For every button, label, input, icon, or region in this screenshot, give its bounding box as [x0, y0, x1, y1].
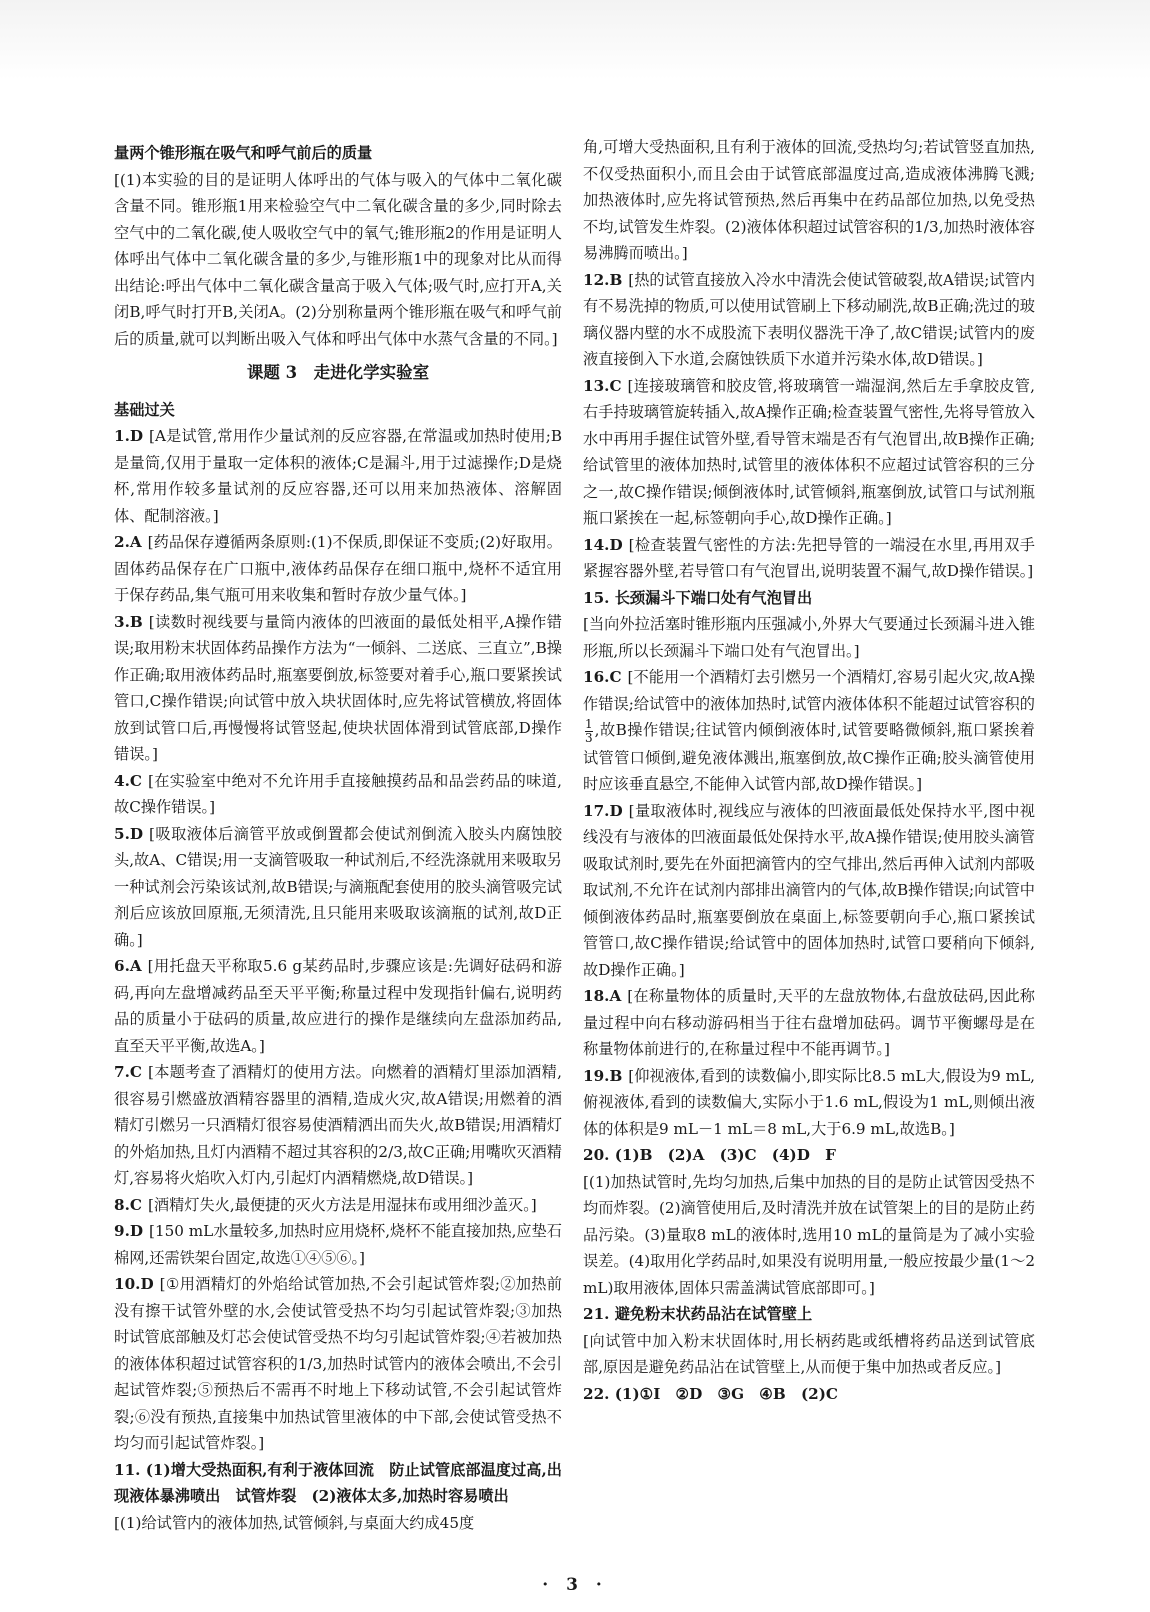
question-item: [583, 983, 1035, 1063]
right-question-list-b: [583, 798, 1035, 1143]
question-answer: D: [129, 1222, 144, 1240]
question-item: [114, 1192, 562, 1219]
question-answer: C: [609, 376, 622, 395]
question-answer: C: [129, 771, 142, 790]
question-11-explanation-continued: 角,可增大受热面积,且有利于液体的回流,受热均匀;若试管竖直加热,不仅受热面积小,而且会由于试管底部温度过高,造成液体沸腾飞溅;加热液体时,应先将试管预热,然后再集中在药品部位加热,以免受热不均,试管发生炸裂。(2)液体体积超过试管容积的1/3,加热时液体容易沸腾而喷出。]: [583, 138, 1035, 262]
question-explanation: [吸取液体后滴管平放或倒置都会使试剂倒流入胶头内腐蚀胶头,故A、C错误;用一支滴管吸取一种试剂后,不经洗涤就用来吸取另一种试剂会污染该试剂,故B错误;与滴瓶配套使用的胶头滴管吸完试剂后应该放回原瓶,无须清洗,且只能用来吸取该滴瓶的试剂,故D正确。]: [114, 824, 562, 949]
question-22-answer: 22. (1)①I ②D ③G ④B (2)C: [583, 1384, 838, 1403]
question-explanation: [用托盘天平称取5.6 g某药品时,步骤应该是:先调好砝码和游码,再向左盘增减药品至天平平衡;称量过程中发现指针偏右,说明药品的质量小于砝码的质量,故应进行的操作是继续向左盘添加药品,直至天平平衡,故选A。]: [114, 957, 562, 1055]
fraction-numerator: 1: [585, 716, 593, 731]
question-11-explanation-start: [(1)给试管内的液体加热,试管倾斜,与桌面大约成45度: [114, 1513, 475, 1532]
question-item: [583, 798, 1035, 984]
question-item: [114, 423, 562, 529]
question-explanation-b: ,故B操作错误;往试管内倾倒液体时,试管要略微倾斜,瓶口紧挨着试管管口倾倒,避免液体溅出,瓶塞倒放,故C操作正确;胶头滴管使用时应该垂直悬空,不能伸入试管内部,故D操作错误。]: [583, 721, 1035, 793]
question-answer: B: [609, 1066, 623, 1085]
question-explanation: [检查装置气密性的方法:先把导管的一端浸在水里,再用双手紧握容器外壁,若导管口有气泡冒出,说明装置不漏气,故D操作错误。]: [583, 535, 1035, 580]
question-number: 10.: [114, 1275, 141, 1293]
question-answer: B: [609, 270, 623, 289]
question-number: 3.: [114, 612, 130, 631]
right-question-list-a: [583, 267, 1035, 585]
question-explanation: [150 mL水量较多,加热时应用烧杯,烧杯不能直接加热,应垫石棉网,还需铁架台固定,故选①④⑤⑥。]: [114, 1222, 562, 1267]
question-number: 2.: [114, 533, 130, 551]
question-number: 5.: [114, 824, 130, 843]
question-item: [114, 529, 562, 609]
question-number: 6.: [114, 957, 130, 975]
question-number: 16.: [583, 668, 610, 686]
question-explanation: [①用酒精灯的外焰给试管加热,不会引起试管炸裂;②加热前没有擦干试管外壁的水,会使试管受热不均匀引起试管炸裂;③加热时试管底部触及灯芯会使试管受热不均匀引起试管炸裂;④若被加热的液体体积超过试管容积的1/3,加热时试管内的液体会喷出,不会引起试管炸裂;⑤预热后不需再不时地上下移动试管,不会引起试管炸裂;⑥没有预热,直接集中加热试管里液体的中下部,会使试管受热不均匀而引起试管炸裂。]: [114, 1275, 562, 1452]
question-answer: D: [609, 535, 623, 554]
question-answer: B: [129, 612, 143, 631]
right-column: [583, 134, 1035, 1407]
left-question-list: [114, 423, 562, 1457]
question-explanation: [在称量物体的质量时,天平的左盘放物体,右盘放砝码,因此称量过程中向右移动游码相当于往右盘增加砝码。调节平衡螺母是在称量物体前进行的,在称量过程中不能再调节。]: [583, 987, 1035, 1058]
question-15-explanation: [当向外拉活塞时锥形瓶内压强减小,外界大气要通过长颈漏斗进入锥形瓶,所以长颈漏斗下端口处有气泡冒出。]: [583, 615, 1035, 660]
question-number: 12.: [583, 270, 610, 289]
question-explanation: [药品保存遵循两条原则:(1)不保质,即保证不变质;(2)好取用。固体药品保存在广口瓶中,液体药品保存在细口瓶中,烧杯不适宜用于保存药品,集气瓶可用来收集和暂时存放少量气体。]: [114, 533, 562, 604]
question-number: 18.: [583, 987, 610, 1005]
question-number: 9.: [114, 1222, 130, 1240]
question-explanation: [在实验室中绝对不允许用手直接触摸药品和品尝药品的味道,故C操作错误。]: [114, 771, 562, 816]
question-explanation: [酒精灯失火,最便捷的灭火方法是用湿抹布或用细沙盖灭。]: [147, 1195, 537, 1214]
question-20-answer: 20. (1)B (2)A (3)C (4)D F: [583, 1146, 836, 1164]
question-answer: D: [609, 801, 623, 820]
fraction-one-third: [585, 718, 593, 745]
question-item: [114, 953, 562, 1059]
question-number: 17.: [583, 801, 610, 820]
question-answer: A: [609, 987, 622, 1005]
question-21-answer: 21. 避免粉末状药品沾在试管壁上: [583, 1305, 813, 1323]
question-11-answer: 11. (1)增大受热面积,有利于液体回流 防止试管底部温度过高,出现液体暴沸喷出 试管炸裂 (2)液体太多,加热时容易喷出: [114, 1460, 562, 1505]
left-column: [114, 140, 562, 1536]
question-explanation-a: [不能用一个酒精灯去引燃另一个酒精灯,容易引起火灾,故A操作错误;给试管中的液体加热时,试管内液体体积不能超过试管容积的: [583, 668, 1035, 713]
question-16: [583, 664, 1035, 798]
question-item: [583, 1063, 1035, 1143]
question-answer: D: [140, 1275, 154, 1293]
question-explanation: [连接玻璃管和胶皮管,将玻璃管一端湿润,然后左手拿胶皮管,右手持玻璃管旋转插入,故A操作正确;检查装置气密性,先将导管放入水中再用手握住试管外壁,看导管末端是否有气泡冒出,故B操作正确;给试管里的液体加热时,试管里的液体体积不应超过试管容积的三分之一,故C操作错误;倾倒液体时,试管倾斜,瓶塞倒放,试管口与试剂瓶瓶口紧挨在一起,标签朝向手心,故D操作正确。]: [583, 376, 1035, 527]
page-number: · 3 ·: [542, 1575, 608, 1595]
question-explanation: [仰视液体,看到的读数偏小,即实际比8.5 mL大,假设为9 mL,俯视液体,看到的读数偏大,实际小于1.6 mL,假设为1 mL,则倾出液体的体积是9 mL－1 mL＝8 mL,大于6.9 mL,故选B。]: [583, 1066, 1035, 1138]
question-answer: C: [609, 668, 622, 686]
question-21-explanation: [向试管中加入粉末状固体时,用长柄药匙或纸槽将药品送到试管底部,原因是避免药品沾在试管壁上,从而便于集中加热或者反应。]: [583, 1331, 1035, 1376]
question-item: [114, 1218, 562, 1271]
question-explanation: [热的试管直接放入冷水中清洗会使试管破裂,故A错误;试管内有不易洗掉的物质,可以使用试管刷上下移动刷洗,故B正确;洗过的玻璃仪器内壁的水不成股流下表明仪器洗干净了,故C错误;试管内的废液直接倒入下水道,会腐蚀铁质下水道并污染水体,故D错误。]: [583, 270, 1035, 368]
question-answer: D: [129, 824, 144, 843]
page-top-shade: [0, 0, 1150, 80]
question-number: 14.: [583, 535, 610, 554]
intro-answer: 量两个锥形瓶在吸气和呼气前后的质量: [114, 144, 373, 162]
question-item: [114, 1059, 562, 1192]
question-item: [114, 1271, 562, 1457]
question-answer: A: [129, 957, 142, 975]
question-item: [583, 373, 1035, 532]
question-number: 1.: [114, 427, 130, 445]
question-20-explanation: [(1)加热试管时,先均匀加热,后集中加热的目的是防止试管因受热不均而炸裂。(2)滴管使用后,及时清洗并放在试管架上的目的是防止药品污染。(3)量取8 mL的液体时,选用10 mL的量筒是为了减小实验误差。(4)取用化学药品时,如果没有说明用量,一般应按最少量(1～2 mL)取用液体,固体只需盖满试管底部即可。]: [583, 1172, 1035, 1297]
question-item: [114, 821, 562, 954]
question-item: [114, 609, 562, 768]
question-answer: A: [129, 533, 142, 551]
question-number: 4.: [114, 771, 130, 790]
question-number: 13.: [583, 376, 610, 395]
question-15-answer: 15. 长颈漏斗下端口处有气泡冒出: [583, 588, 813, 607]
question-explanation: [量取液体时,视线应与液体的凹液面最低处保持水平,图中视线没有与液体的凹液面最低处保持水平,故A操作错误;使用胶头滴管吸取试剂时,要先在外面把滴管内的空气排出,然后再伸入试剂内部吸取试剂,不允许在试剂内部排出滴管内的气体,故B操作错误;向试管中倾倒液体药品时,瓶塞要倒放在桌面上,标签要朝向手心,瓶口紧挨试管管口,故C操作错误;给试管中的固体加热时,试管口要稍向下倾斜,故D操作正确。]: [583, 801, 1035, 979]
question-answer: D: [129, 427, 144, 445]
question-explanation: [A是试管,常用作少量试剂的反应容器,在常温或加热时使用;B是量筒,仅用于量取一定体积的液体;C是漏斗,用于过滤操作;D是烧杯,常用作较多量试剂的反应容器,还可以用来加热液体、溶解固体、配制溶液。]: [114, 427, 562, 525]
question-answer: C: [129, 1195, 142, 1214]
section-title: 课题 3 走进化学实验室: [246, 363, 430, 382]
question-number: 8.: [114, 1195, 130, 1214]
question-explanation: [读数时视线要与量筒内液体的凹液面的最低处相平,A操作错误;取用粉末状固体药品操作方法为“一倾斜、二送底、三直立”,B操作正确;取用液体药品时,瓶塞要倒放,标签要对着手心,瓶口要紧挨试管口,C操作错误;向试管中放入块状固体时,应先将试管横放,将固体放到试管口后,再慢慢将试管竖起,使块状固体滑到试管底部,D操作错误。]: [114, 612, 562, 763]
fraction-denominator: 3: [585, 730, 593, 745]
question-answer: C: [129, 1063, 142, 1081]
sub-heading: 基础过关: [114, 400, 175, 419]
question-item: [583, 267, 1035, 373]
intro-explanation: [(1)本实验的目的是证明人体呼出的气体与吸入的气体中二氧化碳含量不同。锥形瓶1用来检验空气中二氧化碳含量的多少,同时除去空气中的二氧化碳,使人吸收空气中的氧气;锥形瓶2的作用是证明人体呼出气体中二氧化碳含量的多少,与锥形瓶1中的现象对比从而得出结论:呼出气体中二氧化碳含量高于吸入气体;吸气时,应打开A,关闭B,呼气时打开B,关闭A。(2)分别称量两个锥形瓶在吸气和呼气前后的质量,就可以判断出吸入气体和呼出气体中水蒸气含量的不同。]: [114, 170, 562, 348]
question-explanation: [本题考查了酒精灯的使用方法。向燃着的酒精灯里添加酒精,很容易引燃盛放酒精容器里的酒精,造成火灾,故A错误;用燃着的酒精灯引燃另一只酒精灯很容易使酒精洒出而失火,故B错误;用酒精灯的外焰加热,且灯内酒精不超过其容积的2/3,故C正确;用嘴吹灭酒精灯,容易将火焰吹入灯内,引起灯内酒精燃烧,故D错误。]: [114, 1063, 562, 1187]
question-item: [583, 532, 1035, 585]
question-number: 7.: [114, 1063, 130, 1081]
question-number: 19.: [583, 1066, 610, 1085]
question-item: [114, 768, 562, 821]
